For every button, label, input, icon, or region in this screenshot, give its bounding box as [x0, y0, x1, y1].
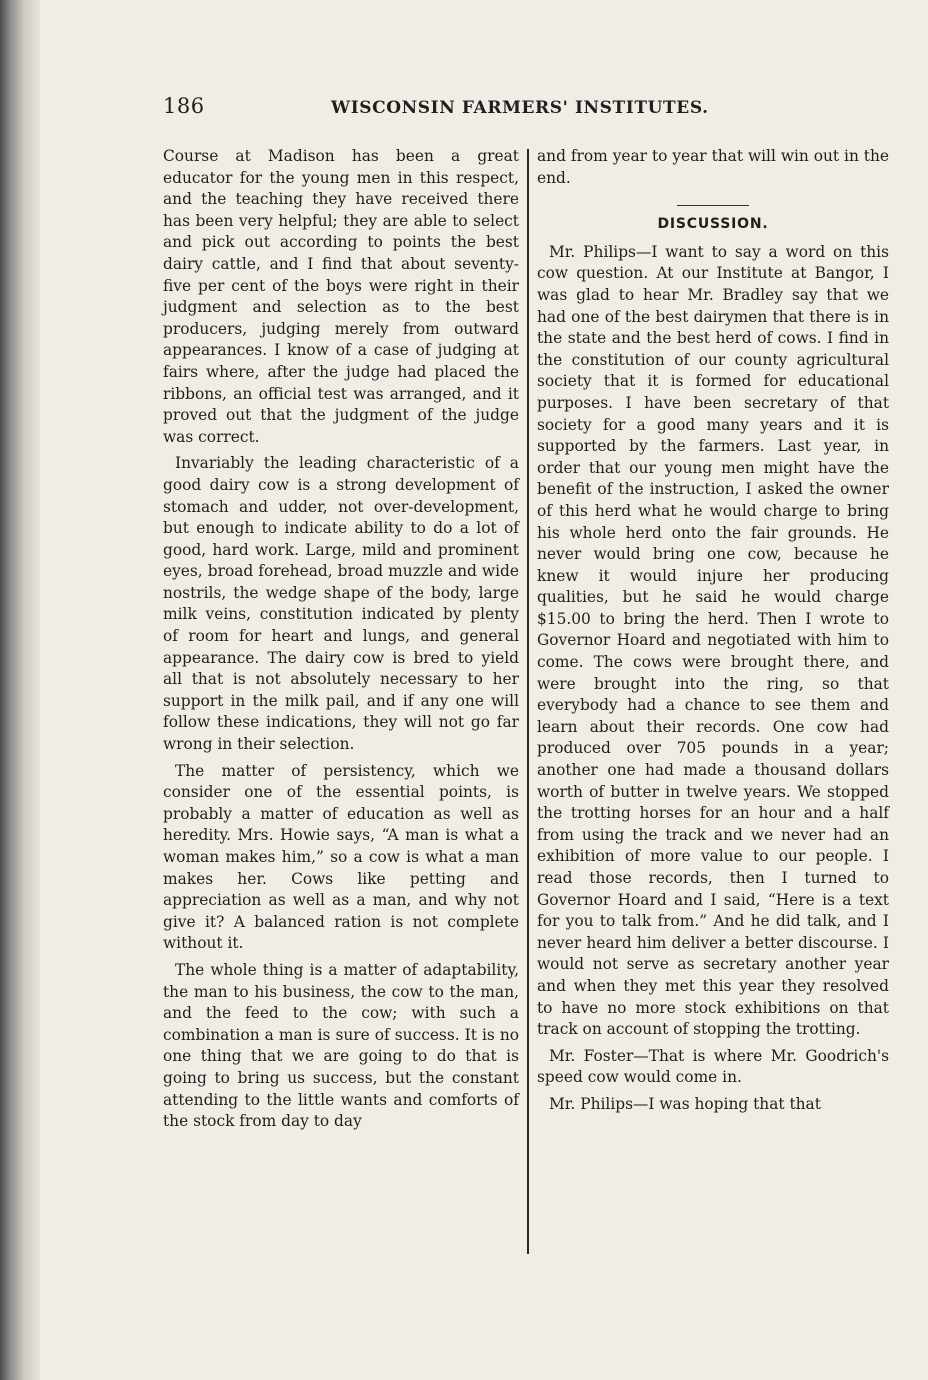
left-column [163, 146, 519, 1133]
right-column [537, 146, 889, 1116]
page-number: 186 [163, 94, 205, 118]
continuation-paragraph: and from year to year that will win out in the end. [537, 147, 889, 187]
discussion-paragraph: Mr. Philips—I was hoping that that [549, 1094, 821, 1113]
body-paragraph: Course at Madison has been a great educator for the young men in this respect, and the teaching they have received there has been very helpful; they are able to select and pick out according to points the best dairy cattle, and I find that about seventy-five per cent of the boys were right in their judgment and selection as to the best producers, judging merely from outward appearances. I know of a case of judging at fairs where, after the judge had placed the ribbons, an official test was arranged, and it proved out that the judgment of the judge was correct. [163, 147, 519, 446]
running-title: WISCONSIN FARMERS' INSTITUTES. [331, 98, 709, 118]
body-paragraph: The matter of persistency, which we consider one of the essential points, is probably a matter of education as well as heredity. Mrs. Howie says, “A man is what a woman makes him,” so a cow is what a man makes her. Cows like petting and appreciation as well as a man, and why not give it? A balanced ration is not complete without it. [163, 761, 519, 953]
section-heading: DISCUSSION. [657, 216, 769, 233]
body-paragraph: Invariably the leading characteristic of a good dairy cow is a strong development of stomach and udder, not over-development, but enough to indicate ability to do a lot of good, hard work. Large, mild and prominent eyes, broad forehead, broad muzzle and wide nostrils, the wedge shape of the body, large milk veins, constitution indicated by plenty of room for heart and lungs, and general appearance. The dairy cow is bred to yield all that is not absolutely necessary to her support in the milk pail, and if any one will follow these indications, they will not go far wrong in their selection. [163, 454, 519, 754]
column-divider [527, 149, 529, 1254]
body-paragraph: The whole thing is a matter of adaptability, the man to his business, the cow to the man, and the feed to the cow; with such a combination a man is sure of success. It is no one thing that we are going to do that is going to bring us success, but the constant attending to the little wants and comforts of the stock from day to day [163, 960, 519, 1131]
discussion-paragraph: Mr. Philips—I want to say a word on this cow question. At our Institute at Bangor, I was glad to hear Mr. Bradley say that we had one of the best dairymen that there is in the state and the best herd of cows. I find in the constitution of our county agricultural society that it is formed for educational purposes. I have been secretary of that society for a good many years and it is supported by the farmers. Last year, in order that our young men might have the benefit of the instruction, I asked the owner of this herd what he would charge to bring his whole herd onto the fair grounds. He never would bring one cow, because he knew it would injure her producing qualities, but he said he would charge $15.00 to bring the herd. Then I wrote to Governor Hoard and negotiated with him to come. The cows were brought there, and were brought into the ring, so that everybody had a chance to see them and learn about their records. One cow had produced over 705 pounds in a year; another one had made a thousand dollars worth of butter in twelve years. We stopped the trotting horses for an hour and a half from using the track and we never had an exhibition of more value to our people. I read those records, then I turned to Governor Hoard and I said, “Here is a text for you to talk from.” And he did talk, and I never heard him deliver a better discourse. I would not serve as secretary another year and when they met this year they resolved to have no more stock exhibitions on that track on account of stopping the trotting. [537, 242, 889, 1039]
book-binding-edge [0, 0, 40, 1380]
section-separator [677, 205, 749, 206]
discussion-paragraph: Mr. Foster—That is where Mr. Goodrich's speed cow would come in. [537, 1046, 889, 1087]
